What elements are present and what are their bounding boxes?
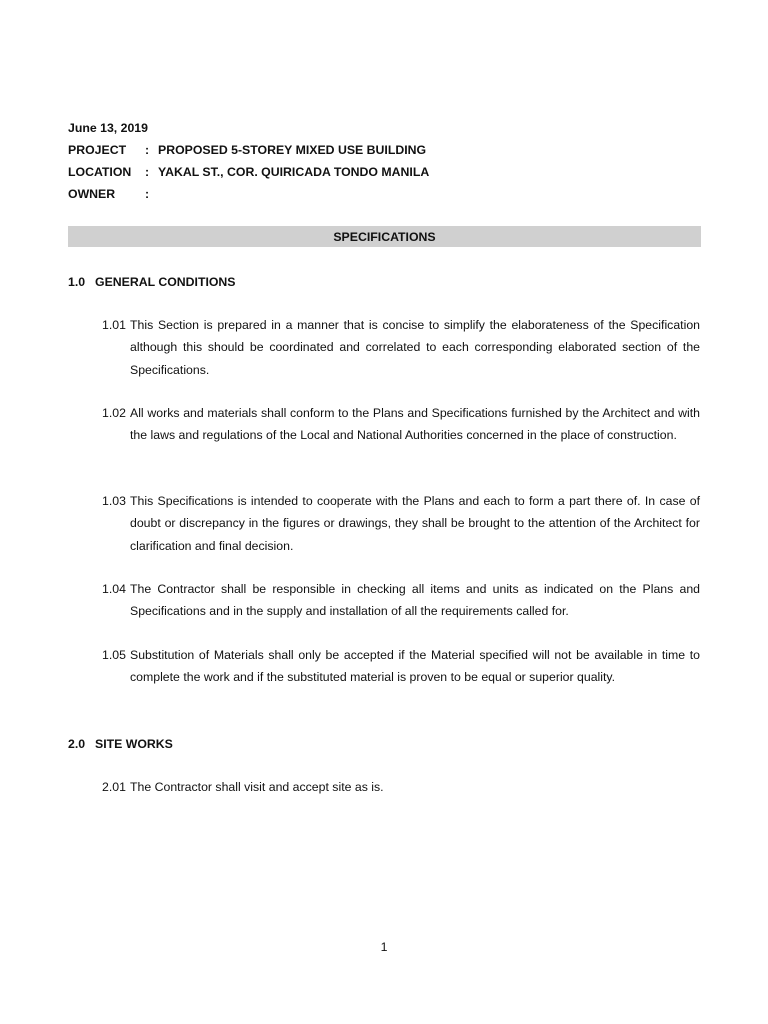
header-row-owner (68, 185, 429, 207)
clause-text: The Contractor shall be responsible in checking all items and units as indicated on the Plans and Specifications and in the supply and installation of all the requirements called for. (130, 582, 700, 619)
clause-number: 1.01 (102, 318, 126, 332)
specifications-title: SPECIFICATIONS (68, 226, 701, 247)
document-header (68, 119, 429, 207)
clause-number: 2.01 (102, 780, 126, 794)
clause-text: All works and materials shall conform to the Plans and Specifications furnished by the Architect and with the laws and regulations of the Local and National Authorities concerned in the place of construction. (130, 406, 700, 443)
section-title: SITE WORKS (95, 737, 173, 751)
clause-number: 1.03 (102, 494, 126, 508)
document-date: June 13, 2019 (68, 121, 148, 135)
clause-1-02 (102, 402, 700, 447)
section-heading-site-works (68, 735, 173, 753)
header-row-location (68, 163, 429, 185)
page-number: 1 (380, 940, 388, 954)
header-value-location: YAKAL ST., COR. QUIRICADA TONDO MANILA (158, 165, 430, 179)
clause-text: The Contractor shall visit and accept site as is. (130, 780, 384, 794)
clause-number: 1.02 (102, 406, 126, 420)
clause-1-05 (102, 644, 700, 689)
section-number: 2.0 (68, 737, 86, 751)
header-row-project (68, 141, 429, 163)
header-colon: : (145, 143, 150, 157)
header-colon: : (145, 187, 150, 201)
clause-2-01 (102, 776, 700, 798)
header-label: PROJECT (68, 143, 127, 157)
clause-1-04 (102, 578, 700, 623)
section-heading-general-conditions (68, 273, 236, 291)
clause-text: This Section is prepared in a manner that is concise to simplify the elaborateness of the Specification although this should be coordinated and correlated to each corresponding elaborated section of the Specifications. (130, 318, 700, 377)
clause-text: Substitution of Materials shall only be accepted if the Material specified will not be available in time to complete the work and if the substituted material is proven to be equal or superior quality. (130, 648, 700, 685)
header-colon: : (145, 165, 150, 179)
section-title: GENERAL CONDITIONS (95, 275, 236, 289)
clause-number: 1.04 (102, 582, 126, 596)
section-number: 1.0 (68, 275, 86, 289)
clause-text: This Specifications is intended to cooperate with the Plans and each to form a part there of. In case of doubt or discrepancy in the figures or drawings, they shall be brought to the attention of the Architect for clarification and final decision. (130, 494, 700, 553)
header-label: OWNER (68, 187, 116, 201)
clause-1-01 (102, 314, 700, 381)
header-label: LOCATION (68, 165, 132, 179)
clause-1-03 (102, 490, 700, 557)
clause-number: 1.05 (102, 648, 126, 662)
header-value-project: PROPOSED 5-STOREY MIXED USE BUILDING (158, 143, 427, 157)
